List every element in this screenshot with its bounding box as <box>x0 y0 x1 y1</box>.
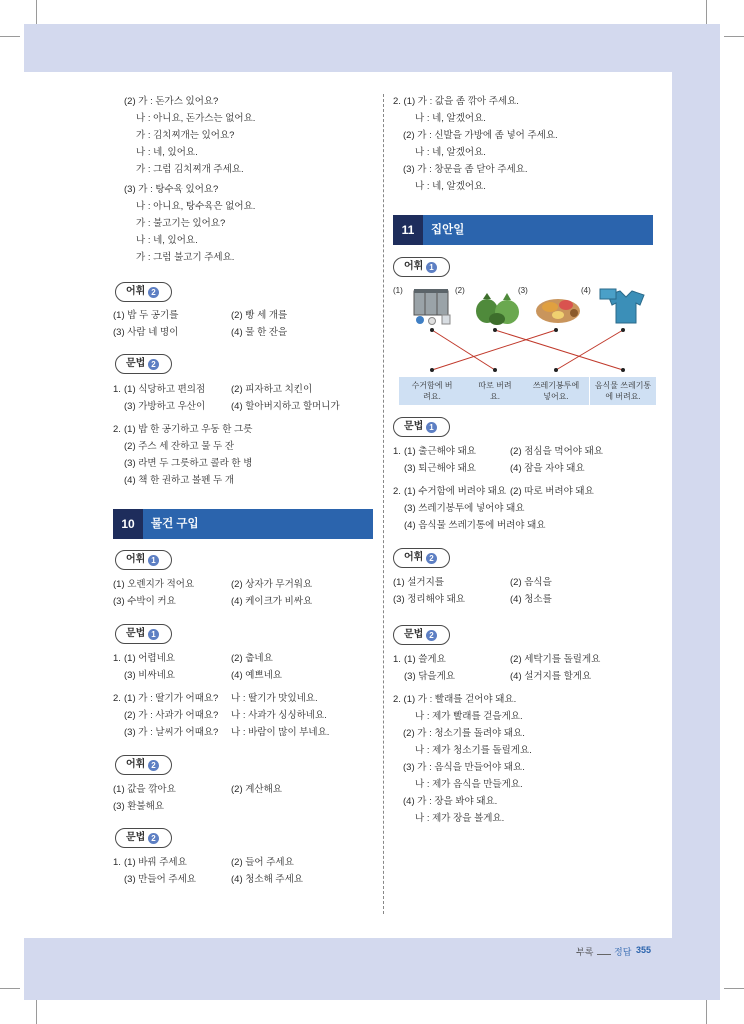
answer-item: (3) 만들어 주세요 <box>124 874 196 885</box>
dialog-line: 나 : 아니요, 돈가스는 없어요. <box>136 113 256 124</box>
footer-rule <box>597 954 611 955</box>
answer-item: (3) 정리해야 돼요 <box>393 594 465 605</box>
answer-item: (1) 출근해야 돼요 <box>404 446 476 457</box>
pill-label: 문법 <box>126 358 146 369</box>
pill-label: 어휘 <box>126 554 146 565</box>
page-band-right <box>672 72 720 938</box>
dialog-line: (3) 가 : 음식을 만들어야 돼요. <box>403 762 525 773</box>
crop-mark <box>0 36 20 37</box>
pill-label: 문법 <box>126 628 146 639</box>
pill-number: 1 <box>426 262 437 273</box>
vocab-pill <box>393 548 450 568</box>
dialog-line: (2) 가 : 청소기를 돌려야 돼요. <box>403 728 525 739</box>
matching-lines <box>393 320 663 380</box>
figure-label: (4) <box>581 286 591 295</box>
answer-item: (1) 오렌지가 적어요 <box>113 579 195 590</box>
pill-label: 어휘 <box>404 261 424 272</box>
answer-item: (2) 상자가 무거워요 <box>231 579 313 590</box>
match-answer-box: 따로 버려요. <box>462 377 528 405</box>
dialog-line: 나 : 사과가 싱싱하네요. <box>231 710 327 721</box>
answer-item: (4) 청소를 <box>510 594 552 605</box>
dialog-line: 나 : 네, 알겠어요. <box>415 181 486 192</box>
crop-mark <box>724 988 744 989</box>
unit-title: 물건 구입 <box>151 518 199 530</box>
dialog-line: 나 : 네, 있어요. <box>136 147 198 158</box>
pill-label: 문법 <box>404 421 424 432</box>
footer-section: 부록 <box>576 947 594 957</box>
answer-item: (2) 점심을 먹어야 돼요 <box>510 446 603 457</box>
question-number: 2. <box>393 486 401 497</box>
answer-item: (2) 따로 버려야 돼요 <box>510 486 594 497</box>
vocab-pill <box>115 755 172 775</box>
dialog-line: 가 : 김치찌개는 있어요? <box>136 130 235 141</box>
answer-item: (4) 책 한 권하고 볼펜 두 개 <box>124 475 235 486</box>
vocab-pill <box>115 282 172 302</box>
grammar-pill <box>393 417 450 437</box>
pill-number: 1 <box>426 422 437 433</box>
pill-label: 문법 <box>126 832 146 843</box>
dialog-line: (1) 가 : 딸기가 어때요? <box>124 693 219 704</box>
answer-item: (1) 설거지를 <box>393 577 444 588</box>
match-answer-box: 수거함에 버려요. <box>399 377 465 405</box>
question-number: 1. <box>393 654 401 665</box>
pill-number: 2 <box>148 760 159 771</box>
answer-item: (4) 음식물 쓰레기통에 버려야 돼요 <box>404 520 546 531</box>
pill-number: 2 <box>148 359 159 370</box>
vocab-pill <box>393 257 450 277</box>
crop-mark <box>36 996 37 1024</box>
dialog-line: 나 : 바람이 많이 부네요. <box>231 727 330 738</box>
answer-item: (2) 빵 세 개를 <box>231 310 288 321</box>
answer-item: (2) 춥네요 <box>231 653 273 664</box>
dialog-line: 나 : 딸기가 맛있네요. <box>231 693 318 704</box>
dialog-line: 가 : 그럼 불고기 주세요. <box>136 252 235 263</box>
footer-sub: 정답 <box>614 947 632 957</box>
answer-item: (1) 밥 한 공기하고 우동 한 그릇 <box>124 424 253 435</box>
grammar-pill <box>393 625 450 645</box>
dialog-line: (4) 가 : 장을 봐야 돼요. <box>403 796 498 807</box>
pill-label: 어휘 <box>126 286 146 297</box>
pill-number: 2 <box>426 553 437 564</box>
answer-item: (2) 계산해요 <box>231 784 282 795</box>
pill-number: 1 <box>148 629 159 640</box>
dialog-line: (3) 가 : 날씨가 어때요? <box>124 727 219 738</box>
question-number: 1. <box>113 653 121 664</box>
crop-mark <box>724 36 744 37</box>
answer-item: (3) 쓰레기봉투에 넣어야 돼요 <box>404 503 525 514</box>
unit-11-banner <box>393 215 653 245</box>
dialog-line: 나 : 아니요, 탕수육은 없어요. <box>136 201 256 212</box>
answer-item: (1) 수거함에 버려야 돼요 <box>404 486 507 497</box>
answer-item: (1) 값을 깎아요 <box>113 784 176 795</box>
answer-item: (3) 퇴근해야 돼요 <box>404 463 476 474</box>
answer-item: (3) 라면 두 그릇하고 콜라 한 병 <box>124 458 253 469</box>
question-number: 2. <box>113 693 121 704</box>
answer-item: (1) 식당하고 편의점 <box>124 384 206 395</box>
answer-item: (4) 예쁘네요 <box>231 670 282 681</box>
figure-label: (1) <box>393 286 403 295</box>
pill-label: 어휘 <box>404 552 424 563</box>
dialog-line: 나 : 네, 있어요. <box>136 235 198 246</box>
unit-title: 집안일 <box>431 224 465 236</box>
crop-mark <box>0 988 20 989</box>
answer-item: (4) 물 한 잔을 <box>231 327 288 338</box>
answer-item: (2) 세탁기를 돌릴게요 <box>510 654 601 665</box>
unit-10-banner <box>113 509 373 539</box>
dialog-line: 나 : 네, 알겠어요. <box>415 147 486 158</box>
page-band-top <box>24 24 720 72</box>
figure-label: (2) <box>455 286 465 295</box>
pill-label: 문법 <box>404 629 424 640</box>
unit-number: 10 <box>113 509 143 539</box>
dialog-line: 나 : 제가 장을 볼게요. <box>415 813 505 824</box>
dialog-line: 나 : 제가 청소기를 돌릴게요. <box>415 745 532 756</box>
dialog-line: (2) 가 : 사과가 어때요? <box>124 710 219 721</box>
answer-item: (3) 닦을게요 <box>404 671 455 682</box>
answer-item: (3) 환불해요 <box>113 801 164 812</box>
unit-number: 11 <box>393 215 423 245</box>
dialog-line: (2) 가 : 돈가스 있어요? <box>124 96 219 107</box>
dialog-line: (3) 가 : 창문을 좀 닫아 주세요. <box>403 164 528 175</box>
answer-item: (2) 주스 세 잔하고 물 두 잔 <box>124 441 235 452</box>
pill-number: 2 <box>148 287 159 298</box>
question-number: 1. <box>393 446 401 457</box>
pill-number: 2 <box>148 833 159 844</box>
page-number: 355 <box>636 945 652 955</box>
answer-item: (3) 가방하고 우산이 <box>124 401 206 412</box>
grammar-pill <box>115 624 172 644</box>
column-divider <box>383 94 384 914</box>
dialog-line: (3) 가 : 탕수육 있어요? <box>124 184 219 195</box>
dialog-line: 나 : 네, 알겠어요. <box>415 113 486 124</box>
answer-item: (1) 쓸게요 <box>404 654 446 665</box>
grammar-pill <box>115 828 172 848</box>
answer-item: (1) 바꿔 주세요 <box>124 857 187 868</box>
dialog-line: 가 : 그럼 김치찌개 주세요. <box>136 164 244 175</box>
grammar-pill <box>115 354 172 374</box>
figure-label: (3) <box>518 286 528 295</box>
vocab-pill <box>115 550 172 570</box>
answer-item: (4) 케이크가 비싸요 <box>231 596 313 607</box>
match-answer-box: 음식물 쓰레기통에 버려요. <box>590 377 656 405</box>
dialog-line: (2) 가 : 신발을 가방에 좀 넣어 주세요. <box>403 130 558 141</box>
answer-item: (3) 사람 네 명이 <box>113 327 179 338</box>
answer-item: (2) 피자하고 치킨이 <box>231 384 313 395</box>
pill-number: 1 <box>148 555 159 566</box>
answer-item: (3) 수박이 커요 <box>113 596 176 607</box>
match-answer-box: 쓰레기봉투에 넣어요. <box>523 377 589 405</box>
answer-item: (4) 할아버지하고 할머니가 <box>231 401 340 412</box>
answer-item: (1) 밥 두 공기를 <box>113 310 179 321</box>
dialog-line: 나 : 제가 음식을 만들게요. <box>415 779 523 790</box>
dialog-line: 나 : 제가 빨래를 걷을게요. <box>415 711 523 722</box>
dialog-line: 가 : 불고기는 있어요? <box>136 218 226 229</box>
answer-item: (4) 설거지를 할게요 <box>510 671 592 682</box>
dialog-line: 2. (1) 가 : 빨래를 걷어야 돼요. <box>393 694 517 705</box>
answer-item: (3) 비싸네요 <box>124 670 175 681</box>
question-number: 1. <box>113 857 121 868</box>
question-number: 2. <box>113 424 121 435</box>
question-number: 1. <box>113 384 121 395</box>
answer-item: (2) 음식을 <box>510 577 552 588</box>
answer-item: (4) 잠을 자야 돼요 <box>510 463 585 474</box>
pill-number: 2 <box>426 630 437 641</box>
answer-item: (2) 들어 주세요 <box>231 857 294 868</box>
pill-label: 어휘 <box>126 759 146 770</box>
answer-item: (1) 어렵네요 <box>124 653 175 664</box>
crop-mark <box>706 996 707 1024</box>
dialog-line: 2. (1) 가 : 값을 좀 깎아 주세요. <box>393 96 519 107</box>
answer-item: (4) 청소해 주세요 <box>231 874 303 885</box>
